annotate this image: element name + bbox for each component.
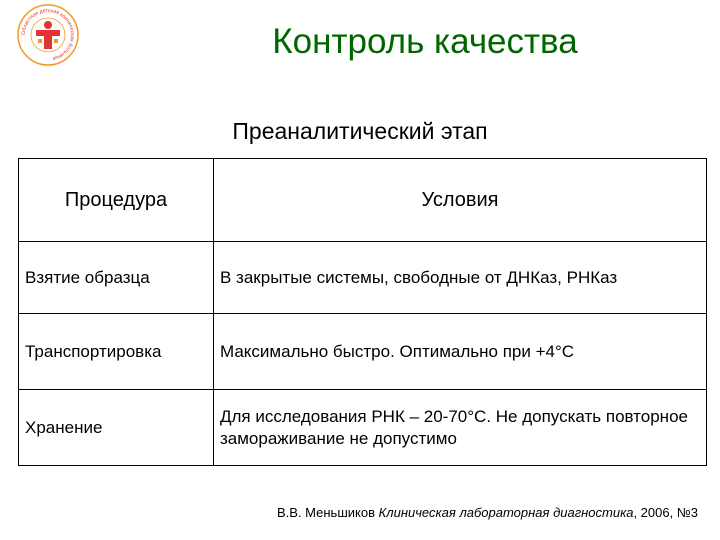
conditions-cell: Максимально быстро. Оптимально при +4°С (214, 314, 707, 390)
preanalytic-table (18, 158, 707, 466)
citation-author: В.В. Меньшиков (276, 505, 379, 520)
procedure-cell: Транспортировка (19, 314, 214, 390)
slide-subtitle: Преаналитический этап (232, 118, 488, 144)
hospital-logo (16, 3, 80, 67)
citation (0, 505, 698, 520)
conditions-cell: В закрытые системы, свободные от ДНКаз, РНКаз (214, 242, 707, 314)
slide-title: Контроль качества (272, 22, 578, 61)
procedure-cell: Взятие образца (19, 242, 214, 314)
header-conditions: Условия (214, 159, 707, 242)
citation-details: , 2006, №3 (633, 505, 698, 520)
procedure-cell: Хранение (19, 390, 214, 466)
table-header-row (19, 159, 707, 242)
citation-work: Клиническая лабораторная диагностика (378, 505, 634, 520)
logo-ring-text: Областная детская клиническая больница (20, 7, 76, 62)
conditions-cell: Для исследования РНК – 20-70°С. Не допускать повторное замораживание не допустимо (214, 390, 707, 466)
table-row (19, 390, 707, 466)
table-row (19, 314, 707, 390)
logo-emblem (16, 3, 80, 67)
header-procedure: Процедура (19, 159, 214, 242)
table-row (19, 242, 707, 314)
